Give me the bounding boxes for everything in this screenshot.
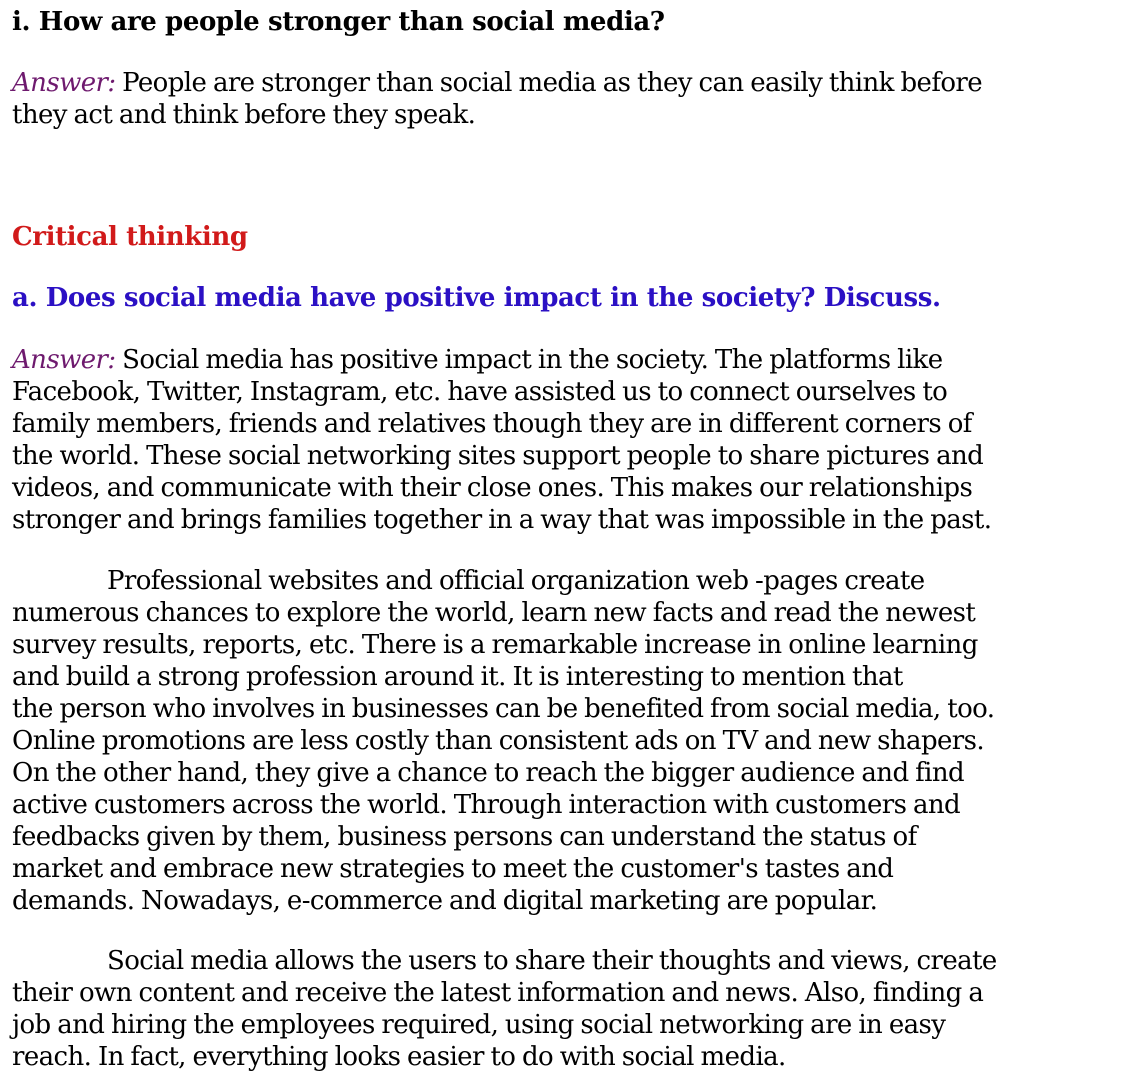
paragraph-line: family members, friends and relatives though they are in different corners of [12, 409, 972, 439]
critical-thinking-heading: Critical thinking [12, 222, 248, 252]
paragraph-line: active customers across the world. Through interaction with customers and [12, 790, 961, 820]
paragraph-line: the world. These social networking sites support people to share pictures and [12, 441, 984, 471]
answer-1 [12, 67, 982, 131]
paragraph-line: feedbacks given by them, business persons can understand the status of [12, 822, 917, 852]
paragraph-line: the person who involves in businesses can be benefited from social media, too. [12, 694, 995, 724]
paragraph-line: market and embrace new strategies to meet the customer's tastes and [12, 854, 894, 884]
paragraph-line: and build a strong profession around it. It is interesting to mention that [12, 662, 903, 692]
paragraph-line: Social media allows the users to share their thoughts and views, create [107, 946, 997, 976]
paragraph-line: videos, and communicate with their close ones. This makes our relationships [12, 473, 973, 503]
paragraph-line: survey results, reports, etc. There is a remarkable increase in online learning [12, 630, 978, 660]
answer-label: Answer: [12, 68, 116, 98]
question-1-heading: i. How are people stronger than social media? [12, 7, 665, 37]
paragraph-line: demands. Nowadays, e-commerce and digital marketing are popular. [12, 886, 878, 916]
answer-1-line: they act and think before they speak. [12, 100, 476, 130]
answer-1-line: Answer: People are stronger than social media as they can easily think before [12, 68, 983, 98]
answer-label: Answer: [12, 345, 116, 375]
paragraph-line: Online promotions are less costly than consistent ads on TV and new shapers. [12, 726, 985, 756]
paragraph-line: stronger and brings families together in a way that was impossible in the past. [12, 505, 992, 535]
paragraph-line: On the other hand, they give a chance to reach the bigger audience and find [12, 758, 965, 788]
paragraph-line: numerous chances to explore the world, learn new facts and read the newest [12, 598, 976, 628]
paragraph-line: their own content and receive the latest information and news. Also, finding a [12, 978, 984, 1008]
paragraph-line: Answer: Social media has positive impact in the society. The platforms like [12, 345, 943, 375]
paragraph-line: job and hiring the employees required, using social networking are in easy [12, 1010, 946, 1040]
answer-a-paragraph-1 [12, 344, 991, 536]
paragraph-line: Professional websites and official organization web -pages create [107, 566, 925, 596]
paragraph-line: reach. In fact, everything looks easier to do with social media. [12, 1042, 786, 1072]
answer-a-paragraph-2 [12, 565, 994, 917]
paragraph-line: Facebook, Twitter, Instagram, etc. have assisted us to connect ourselves to [12, 377, 948, 407]
question-a-heading: a. Does social media have positive impact in the society? Discuss. [12, 283, 941, 313]
answer-a-paragraph-3 [12, 945, 997, 1073]
